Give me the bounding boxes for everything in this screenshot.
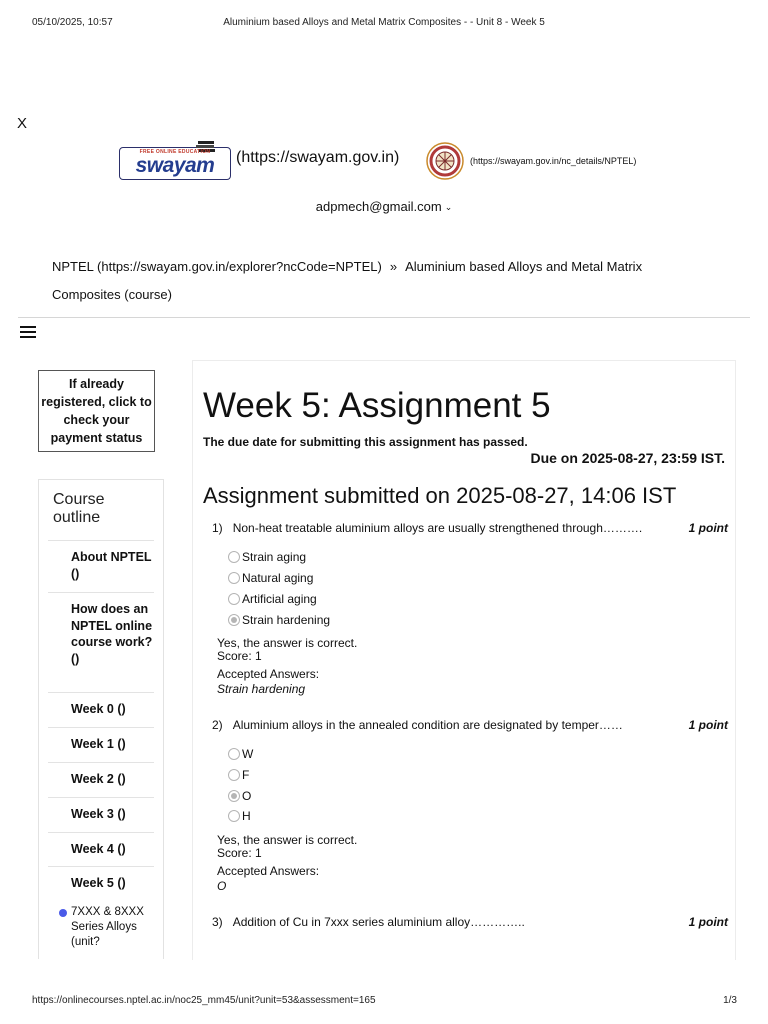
outline-item-week-4[interactable]: Week 4 () — [48, 832, 154, 866]
radio-button-selected[interactable] — [228, 790, 240, 802]
question-2-accepted-answers: Accepted Answers: O — [217, 864, 320, 893]
question-3-points: 1 point — [688, 915, 728, 929]
outline-subitem-label: 7XXX & 8XXX Series Alloys (unit? — [71, 906, 144, 948]
question-2-text: 2) Aluminium alloys in the annealed condition are designated by temper…… — [212, 718, 623, 732]
radio-button[interactable] — [228, 769, 240, 781]
brand-row — [118, 138, 678, 184]
radio-button[interactable] — [228, 572, 240, 584]
close-button[interactable]: X — [17, 115, 28, 132]
submission-status: Assignment submitted on 2025-08-27, 14:06 IST — [203, 483, 677, 508]
outline-item-week-2[interactable]: Week 2 () — [48, 762, 154, 797]
question-1: 1) Non-heat treatable aluminium alloys are usually strengthened through………. 1 point Strain aging Natural aging Artificial aging Strain hardening Yes, the answer is correct. Score: 1 Accepted Answers: Strain hardening — [212, 521, 728, 696]
breadcrumb-course-link[interactable]: Aluminium based Alloys and Metal Matrix Composites (course) — [52, 259, 643, 302]
course-outline-title: Course outline — [53, 491, 105, 526]
due-passed-notice: The due date for submitting this assignment has passed. — [203, 435, 528, 449]
question-2-feedback: Yes, the answer is correct. Score: 1 — [217, 833, 358, 860]
nptel-details-link[interactable]: (https://swayam.gov.in/nc_details/NPTEL) — [470, 156, 637, 166]
question-1-text: 1) Non-heat treatable aluminium alloys are usually strengthened through………. — [212, 521, 643, 535]
user-email: adpmech@gmail.com — [315, 199, 442, 214]
question-1-accepted-answers: Accepted Answers: Strain hardening — [217, 667, 320, 696]
print-url: https://onlinecourses.nptel.ac.in/noc25_mm45/unit?unit=53&assessment=165 — [32, 995, 376, 1006]
swayam-logo[interactable] — [119, 147, 231, 180]
assignment-card — [192, 360, 736, 960]
radio-button[interactable] — [228, 551, 240, 563]
due-date: Due on 2025-08-27, 23:59 IST. — [530, 450, 725, 466]
outline-item-how-it-works[interactable]: How does an NPTEL online course work? () — [48, 592, 154, 692]
page-title: Week 5: Assignment 5 — [203, 386, 551, 425]
radio-button-selected[interactable] — [228, 614, 240, 626]
radio-button[interactable] — [228, 810, 240, 822]
print-datetime: 05/10/2025, 10:57 — [32, 17, 113, 28]
payment-status-button[interactable]: If already registered, click to check your payment status — [38, 370, 155, 452]
question-1-feedback: Yes, the answer is correct. Score: 1 — [217, 636, 358, 663]
radio-button[interactable] — [228, 748, 240, 760]
chevron-down-icon: ⌄ — [444, 202, 453, 212]
swayam-wordmark: swayam — [135, 154, 215, 177]
outline-item-week-3[interactable]: Week 3 () — [48, 797, 154, 832]
print-footer — [0, 995, 768, 1009]
swayam-tagline: FREE ONLINE EDUCATION — [139, 149, 211, 155]
outline-item-week-1[interactable]: Week 1 () — [48, 727, 154, 762]
swayam-home-link[interactable]: (https://swayam.gov.in) — [236, 149, 400, 166]
course-outline — [38, 479, 164, 959]
breadcrumb-nptel-link[interactable]: NPTEL (https://swayam.gov.in/explorer?ncCode=NPTEL) — [52, 259, 382, 274]
header-divider — [18, 317, 750, 318]
breadcrumb — [52, 253, 702, 309]
question-1-points: 1 point — [688, 521, 728, 535]
print-page-number: 1/3 — [723, 995, 737, 1006]
current-unit-dot-icon — [59, 909, 67, 917]
radio-button[interactable] — [228, 593, 240, 605]
print-doc-title: Aluminium based Alloys and Metal Matrix Composites - - Unit 8 - Week 5 — [223, 17, 545, 28]
outline-item-about-nptel[interactable]: About NPTEL () — [48, 540, 154, 592]
question-2: 2) Aluminium alloys in the annealed condition are designated by temper…… 1 point W F O H Yes, the answer is correct. Score: 1 Accepted Answers: O — [212, 718, 728, 893]
outline-subitem-7xxx-8xxx[interactable] — [59, 905, 155, 950]
question-3 — [212, 915, 728, 931]
hamburger-icon[interactable] — [20, 326, 36, 340]
breadcrumb-separator: » — [389, 259, 398, 274]
nptel-logo-icon[interactable] — [426, 142, 464, 180]
print-header — [0, 17, 768, 31]
question-3-text: 3) Addition of Cu in 7xxx series aluminium alloy………….. — [212, 915, 525, 929]
outline-item-week-0[interactable]: Week 0 () — [48, 692, 154, 727]
user-menu[interactable] — [0, 199, 768, 214]
outline-item-week-5[interactable]: Week 5 () — [48, 866, 154, 901]
question-2-points: 1 point — [688, 718, 728, 732]
